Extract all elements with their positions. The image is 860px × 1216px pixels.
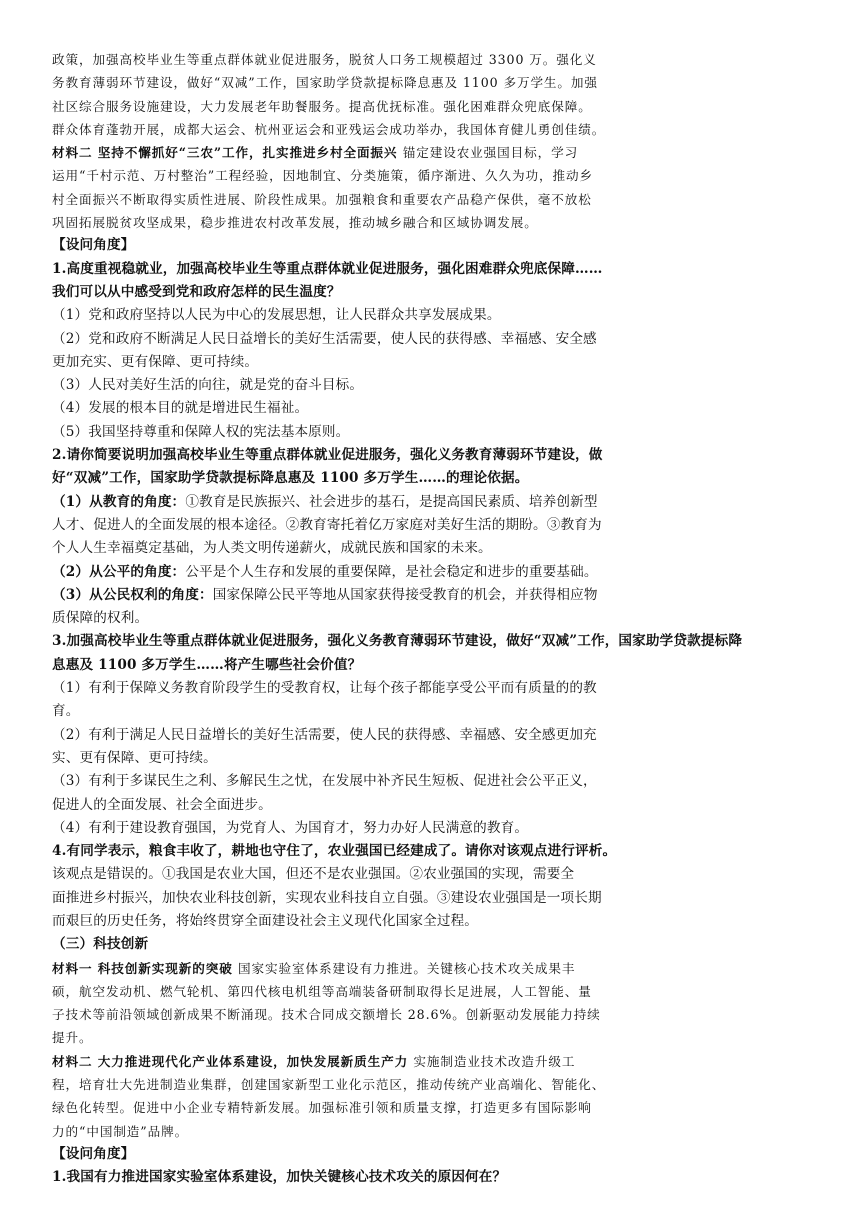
text-line — [52, 700, 812, 723]
text-line — [52, 1050, 812, 1073]
body-text: 子技术等前沿领域创新成果不断涌现。技术合同成交额增长 28.6%。创新驱动发展能力持续 — [52, 1007, 601, 1023]
text-line — [52, 374, 812, 397]
text-line — [52, 71, 812, 94]
body-text: （2）党和政府不断满足人民日益增长的美好生活需要，使人民的获得感、幸福感、安全感 — [52, 330, 597, 347]
bold-text: 材料二 坚持不懈抓好“三农”工作，扎实推进乡村全面振兴 — [52, 145, 403, 161]
body-text: （1）有利于保障义务教育阶段学生的受教育权，让每个孩子都能享受公平而有质量的的教 — [52, 680, 597, 697]
text-line — [52, 48, 812, 71]
body-text: （4）有利于建设教育强国，为党育人、为国育才，努力办好人民满意的教育。 — [52, 819, 529, 836]
bold-text: 我们可以从中感受到党和政府怎样的民生温度？ — [52, 283, 341, 300]
bold-text: 1.我国有力推进国家实验室体系建设，加快关键核心技术攻关的原因何在？ — [52, 1169, 507, 1186]
bold-text: 3.加强高校毕业生等重点群体就业促进服务，强化义务教育薄弱环节建设，做好“双减”工作，国家助学贷款提标降 — [52, 633, 743, 650]
body-text: （3）人民对美好生活的向往，就是党的奋斗目标。 — [52, 377, 364, 394]
text-line — [52, 234, 812, 257]
body-text: （2）有利于满足人民日益增长的美好生活需要，使人民的获得感、幸福感、安全感更加充 — [52, 726, 597, 743]
body-text: （5）我国坚持尊重和保障人权的宪法基本原则。 — [52, 423, 350, 440]
bold-text: 材料二 大力推进现代化产业体系建设，加快发展新质生产力 — [52, 1053, 414, 1069]
text-line — [52, 724, 812, 747]
text-line — [52, 584, 812, 607]
text-line — [52, 258, 812, 281]
text-line — [52, 817, 812, 840]
bold-text: 好“双减”工作，国家助学贷款提标降息惠及 1100 多万学生……的理论依据。 — [52, 470, 529, 487]
bold-text: 【设问角度】 — [52, 1145, 135, 1162]
body-text: 育。 — [52, 703, 80, 720]
bold-text: 4.有同学表示，粮食丰收了，耕地也守住了，农业强国已经建成了。请你对该观点进行评析。 — [52, 843, 617, 860]
body-text: 质保障的权利。 — [52, 610, 149, 627]
body-text: 政策，加强高校毕业生等重点群体就业促进服务，脱贫人口务工规模超过 3300 万。强化义 — [52, 52, 597, 67]
text-line — [52, 444, 812, 467]
text-line — [52, 95, 812, 118]
text-line — [52, 1143, 812, 1166]
text-line — [52, 840, 812, 863]
text-line — [52, 630, 812, 653]
bold-text: 【设问角度】 — [52, 237, 135, 254]
text-line — [52, 770, 812, 793]
body-text: 个人人生幸福奠定基础，为人类文明传递薪火，成就民族和国家的未来。 — [52, 540, 492, 557]
body-text: 提升。 — [52, 1030, 93, 1046]
text-line — [52, 1003, 812, 1026]
text-line — [52, 794, 812, 817]
text-line — [52, 933, 812, 956]
text-line — [52, 957, 812, 980]
text-line — [52, 514, 812, 537]
bold-text: （3）从公民权利的角度： — [52, 586, 213, 603]
body-text: 力的“中国制造”品牌。 — [52, 1123, 189, 1139]
body-text: 促进人的全面发展、社会全面进步。 — [52, 796, 272, 813]
text-line — [52, 561, 812, 584]
text-line — [52, 910, 812, 933]
body-text: 实、更有保障、更可持续。 — [52, 749, 217, 766]
body-text: 程，培育壮大先进制造业集群，创建国家新型工业化示范区，推动传统产业高端化、智能化、 — [52, 1077, 606, 1093]
bold-text: 2.请你简要说明加强高校毕业生等重点群体就业促进服务，强化义务教育薄弱环节建设，做 — [52, 447, 603, 464]
body-text: ①教育是民族振兴、社会进步的基石，是提高国民素质、培养创新型 — [185, 493, 598, 510]
text-line — [52, 281, 812, 304]
text-line — [52, 654, 812, 677]
bold-text: （1）从教育的角度： — [52, 493, 186, 510]
text-line — [52, 1096, 812, 1119]
text-line — [52, 118, 812, 141]
body-text: 巩固拓展脱贫攻坚成果，稳步推进农村改革发展，推动城乡融合和区域协调发展。 — [52, 215, 538, 231]
body-text: 更加充实、更有保障、更可持续。 — [52, 353, 259, 370]
text-line — [52, 421, 812, 444]
text-line — [52, 304, 812, 327]
text-line — [52, 1166, 812, 1189]
bold-text: 1.高度重视稳就业，加强高校毕业生等重点群体就业促进服务，强化困难群众兜底保障…… — [52, 260, 603, 277]
text-line — [52, 491, 812, 514]
body-text: 绿色化转型。促进中小企业专精特新发展。加强标准引领和质量支撑，打造更多有国际影响 — [52, 1100, 592, 1116]
text-line — [52, 980, 812, 1003]
text-line — [52, 164, 812, 187]
body-text: 社区综合服务设施建设，大力发展老年助餐服务。提高优抚标准。强化困难群众兜底保障。 — [52, 98, 592, 114]
body-text: 务教育薄弱环节建设，做好“双减”工作，国家助学贷款提标降息惠及 1100 多万学生。加强 — [52, 75, 598, 91]
text-line — [52, 747, 812, 770]
bold-text: 材料一 科技创新实现新的突破 — [52, 960, 238, 976]
body-text: 村全面振兴不断取得实质性进展、阶段性成果。加强粮食和重要农产品稳产保供，毫不放松 — [52, 191, 592, 207]
text-line — [52, 328, 812, 351]
text-line — [52, 607, 812, 630]
body-text: 人才、促进人的全面发展的根本途径。②教育寄托着亿万家庭对美好生活的期盼。③教育为 — [52, 516, 602, 533]
text-line — [52, 887, 812, 910]
text-line — [52, 467, 812, 490]
body-text: 实施制造业技术改造升级工 — [413, 1053, 576, 1069]
body-text: （1）党和政府坚持以人民为中心的发展思想，让人民群众共享发展成果。 — [52, 307, 501, 324]
text-line — [52, 188, 812, 211]
body-text: （4）发展的根本目的就是增进民生福祉。 — [52, 400, 309, 417]
bold-text: 息惠及 1100 多万学生……将产生哪些社会价值？ — [52, 656, 362, 673]
text-line — [52, 211, 812, 234]
document-page — [52, 48, 812, 1190]
bold-text: （2）从公平的角度： — [52, 563, 186, 580]
body-text: 群众体育蓬勃开展，成都大运会、杭州亚运会和亚残运会成功举办，我国体育健儿勇创佳绩。 — [52, 121, 606, 137]
bold-text: （三）科技创新 — [52, 936, 149, 953]
body-text: 该观点是错误的。①我国是农业大国，但还不是农业强国。②农业强国的实现，需要全 — [52, 866, 575, 883]
text-line — [52, 351, 812, 374]
body-text: 面推进乡村振兴，加快农业科技创新，实现农业科技自立自强。③建设农业强国是一项长期 — [52, 889, 602, 906]
body-text: 公平是个人生存和发展的重要保障，是社会稳定和进步的重要基础。 — [185, 563, 598, 580]
body-text: 国家实验室体系建设有力推进。关键核心技术攻关成果丰 — [238, 960, 576, 976]
text-line — [52, 677, 812, 700]
body-text: 国家保障公民平等地从国家获得接受教育的机会，并获得相应物 — [212, 586, 598, 603]
text-line — [52, 141, 812, 164]
text-line — [52, 863, 812, 886]
body-text: 锚定建设农业强国目标，学习 — [402, 145, 579, 161]
body-text: 运用“千村示范、万村整治”工程经验，因地制宜、分类施策，循序渐进、久久为功，推动乡 — [52, 168, 593, 184]
text-line — [52, 397, 812, 420]
body-text: （3）有利于多谋民生之利、多解民生之忧，在发展中补齐民生短板、促进社会公平正义， — [52, 773, 597, 790]
body-text: 而艰巨的历史任务，将始终贯穿全面建设社会主义现代化国家全过程。 — [52, 912, 479, 929]
text-line — [52, 1120, 812, 1143]
body-text: 硕，航空发动机、燃气轮机、第四代核电机组等高端装备研制取得长足进展，人工智能、量 — [52, 983, 592, 999]
text-line — [52, 537, 812, 560]
text-line — [52, 1026, 812, 1049]
text-line — [52, 1073, 812, 1096]
